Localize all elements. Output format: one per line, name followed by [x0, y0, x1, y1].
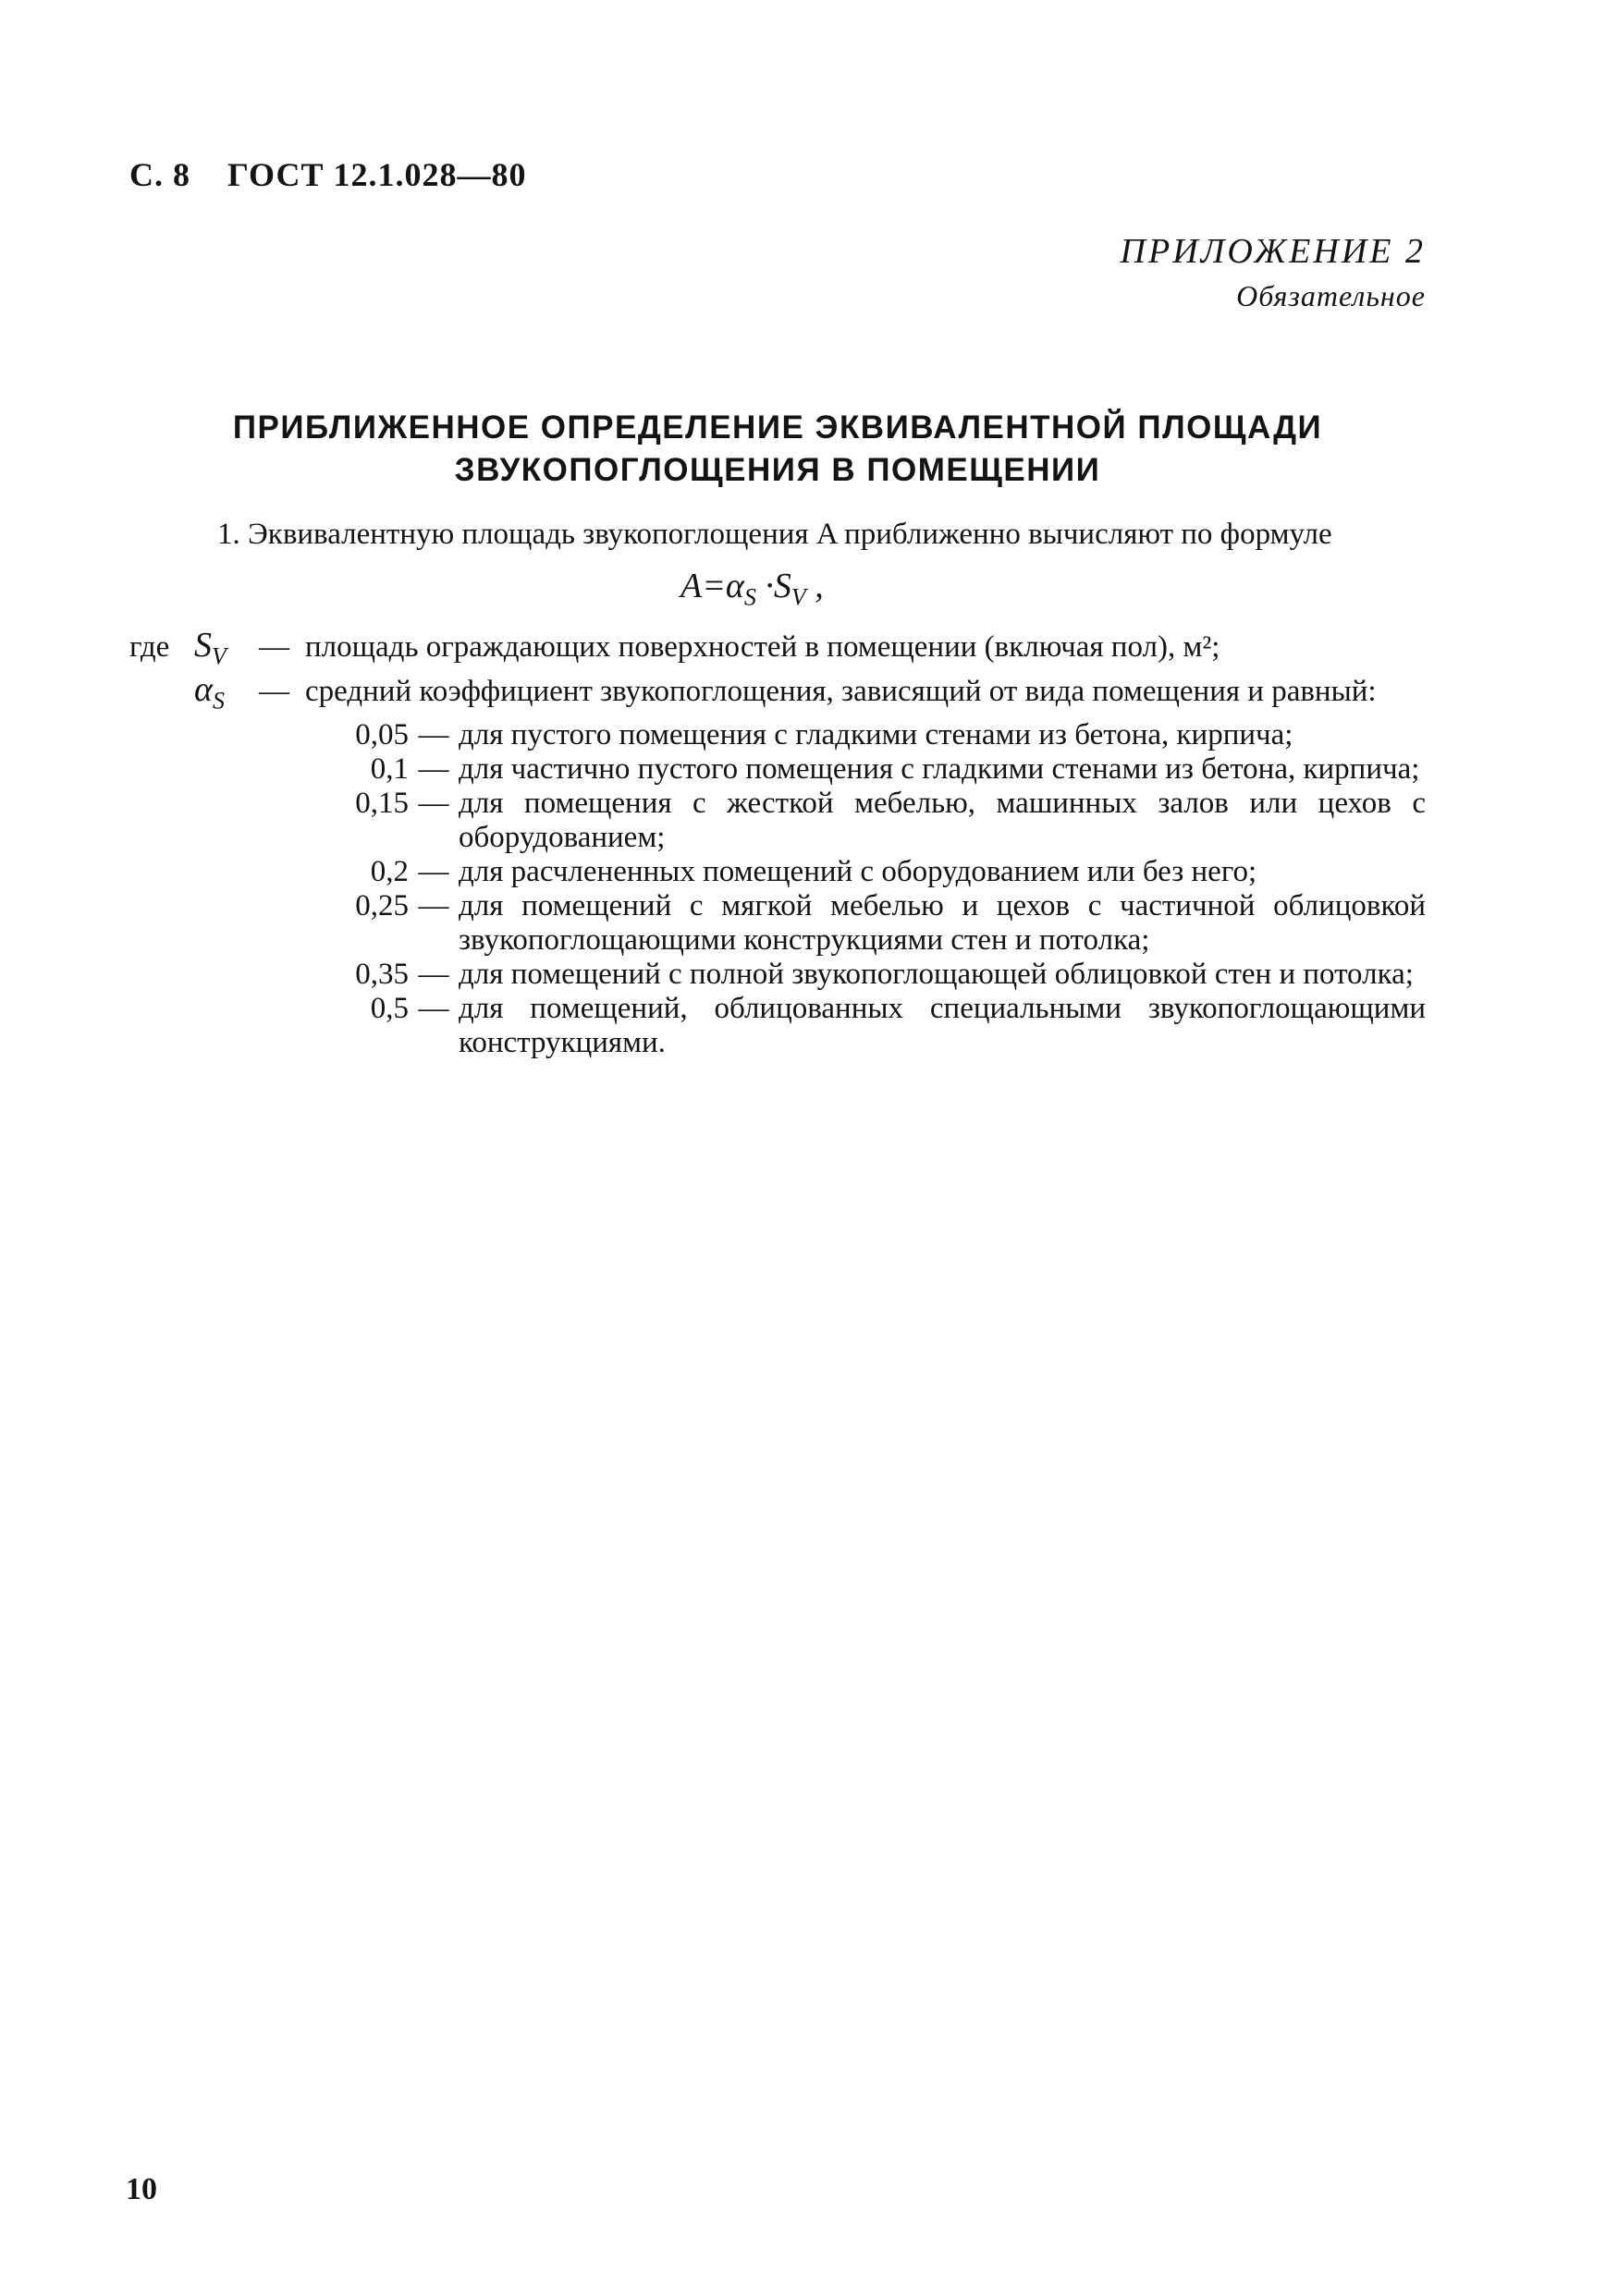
list-dash: —: [418, 751, 449, 786]
definition-dash: —: [259, 675, 289, 709]
list-dash: —: [418, 717, 449, 751]
section-heading: [129, 407, 1426, 492]
formula: [680, 565, 1426, 619]
list-item: [335, 958, 1426, 992]
coefficient-description: для частично пустого помещения с гладкими стенами из бетона, кирпича;: [459, 751, 1420, 786]
coefficient-description: для помещений с полной звукопоглощающей облицовкой стен и потолка;: [459, 957, 1414, 991]
page-number: 10: [126, 2172, 157, 2206]
coefficient-value: 0,2: [370, 854, 409, 888]
list-dash: —: [418, 786, 449, 820]
coefficient-description: для пустого помещения с гладкими стенами из бетона, кирпича;: [459, 717, 1293, 751]
formula-alpha: α: [725, 567, 744, 605]
list-dash: —: [418, 991, 449, 1025]
list-item: [335, 752, 1426, 787]
standard-number: ГОСТ 12.1.028—80: [227, 156, 527, 193]
coefficient-description: для расчлененных помещений с оборудованием или без него;: [459, 854, 1257, 888]
heading-line-2: ЗВУКОПОГЛОЩЕНИЯ В ПОМЕЩЕНИИ: [454, 452, 1101, 488]
list-item: [335, 855, 1426, 889]
definition-sv-text: площадь ограждающих поверхностей в помещении (включая пол), м²;: [305, 629, 1220, 664]
appendix-title: ПРИЛОЖЕНИЕ 2: [1120, 232, 1426, 271]
definition-alpha-text: средний коэффициент звукопоглощения, зависящий от вида помещения и равный:: [305, 675, 1377, 709]
appendix-status: Обязательное: [1236, 279, 1426, 312]
formula-s-sub: V: [791, 583, 806, 611]
heading-line-1: ПРИБЛИЖЕННОЕ ОПРЕДЕЛЕНИЕ ЭКВИВАЛЕНТНОЙ ПЛОЩАДИ: [232, 409, 1323, 446]
coefficient-description: для помещений с мягкой мебелью и цехов с частичной облицовкой звукопоглощающими конструкциями стен и потолка;: [459, 888, 1426, 957]
appendix-label: [1121, 231, 1426, 313]
list-item: [335, 787, 1426, 855]
definition-sv: [129, 625, 1426, 674]
coefficient-value: 0,15: [355, 786, 409, 820]
coefficient-value: 0,05: [355, 717, 409, 751]
definition-dash: —: [259, 629, 289, 664]
coefficient-description: для помещений, облицованных специальными звукопоглощающими конструкциями.: [459, 991, 1426, 1059]
formula-dot: ·: [765, 567, 774, 605]
symbol-sv: $S_V$: [194, 625, 227, 670]
list-item: [335, 992, 1426, 1060]
list-dash: —: [418, 888, 449, 922]
list-item: [335, 718, 1426, 752]
coefficient-description: для помещения с жесткой мебелью, машинных залов или цехов с оборудованием;: [459, 786, 1426, 854]
formula-s: S: [773, 567, 791, 605]
coefficient-value: 0,35: [355, 957, 409, 991]
definition-alpha: [129, 670, 1426, 718]
running-header: [129, 155, 526, 194]
list-item: [335, 889, 1426, 958]
symbol-alpha: $\alpha_S$: [194, 670, 225, 714]
coefficient-list: [335, 718, 1426, 1060]
coefficient-value: 0,1: [370, 751, 409, 786]
paragraph-1: 1. Эквивалентную площадь звукопоглощения A приближенно вычисляют по формуле: [217, 518, 1332, 551]
page-label: С. 8: [129, 156, 190, 193]
formula-lhs: A: [680, 567, 703, 605]
formula-alpha-sub: S: [743, 583, 756, 611]
where-word: где: [129, 629, 170, 664]
coefficient-value: 0,5: [370, 991, 409, 1025]
formula-equals: =: [702, 567, 726, 605]
body-text: [129, 518, 1426, 1060]
formula-tail: ,: [805, 567, 824, 605]
list-dash: —: [418, 854, 449, 888]
list-dash: —: [418, 957, 449, 991]
definitions: [129, 625, 1426, 718]
coefficient-value: 0,25: [355, 888, 409, 922]
